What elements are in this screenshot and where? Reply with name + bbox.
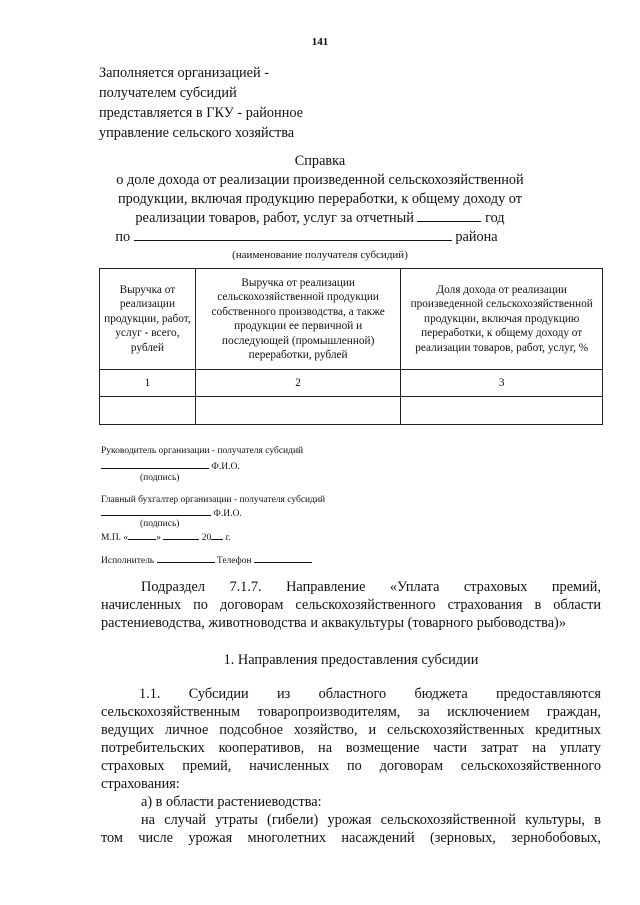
title-line-4-start: по — [115, 229, 131, 245]
year-digits-blank — [211, 530, 223, 540]
head-fio-label: Ф.И.О. — [211, 462, 240, 472]
document-title — [0, 152, 640, 264]
head-signature-title: Руководитель организации - получателя субсидий — [101, 446, 304, 456]
table-empty-cell — [195, 397, 401, 425]
word: предоставляются — [496, 686, 601, 702]
subsection-line-1 — [101, 578, 601, 596]
accountant-signature-title: Главный бухгалтер организации - получателя субсидий — [101, 495, 326, 505]
title-line-4 — [0, 228, 640, 247]
table-number-row — [100, 370, 603, 397]
item-a: а) в области растениеводства: — [141, 794, 322, 810]
item-a-line: на случай утраты (гибели) урожая сельскохозяйственной культуры, в — [141, 812, 601, 828]
signature-caption: (подпись) — [140, 519, 180, 529]
head-signature-line — [101, 459, 240, 473]
page-number: 141 — [311, 36, 329, 48]
phone-label: Телефон — [216, 556, 252, 566]
quote-close: » — [156, 533, 161, 543]
year-suffix: г. — [225, 533, 231, 543]
subsection-line-3: растениеводства, животноводства и аквакультуры (товарного рыбоводства)» — [101, 615, 566, 631]
header-note — [99, 63, 303, 143]
subsection-title — [101, 578, 601, 632]
table-header-row — [100, 269, 603, 370]
header-note-line: управление сельского хозяйства — [99, 125, 295, 141]
year-prefix: 20 — [201, 533, 212, 543]
header-note-line: Заполняется организацией - — [99, 65, 269, 81]
word: 7.1.7. — [229, 579, 262, 595]
recipient-caption: (наименование получателя субсидий) — [232, 249, 408, 261]
body-paragraph — [101, 685, 601, 847]
title-line-3-start: реализации товаров, работ, услуг за отчетный — [135, 210, 414, 226]
report-table — [99, 268, 603, 425]
table-empty-cell — [401, 397, 603, 425]
executor-line — [101, 553, 312, 567]
title-word: Справка — [294, 153, 346, 169]
executor-blank — [157, 553, 215, 563]
title-line-3-end: год — [485, 210, 505, 226]
word: 1.1. — [139, 686, 161, 702]
table-number-cell: 2 — [195, 370, 401, 397]
word: «Уплата — [389, 579, 440, 595]
table-empty-row — [100, 397, 603, 425]
paragraph-line: ведущих личное подсобное хозяйство, и сельскохозяйственных кредитных — [101, 722, 601, 738]
word: из — [276, 686, 291, 702]
year-blank — [417, 209, 481, 222]
paragraph-first-line — [101, 685, 601, 703]
paragraph-line: том числе урожая многолетних насаждений (зерновых, зернобобовых, — [101, 830, 601, 846]
subsection-line-2: начисленных по договорам сельскохозяйственного страхования в области — [101, 597, 601, 613]
section-heading: 1. Направления предоставления субсидии — [223, 652, 479, 668]
word: Субсидии — [188, 686, 249, 702]
recipient-blank — [134, 228, 452, 241]
paragraph-line: потребительских кооперативов, на возмещение части затрат на уплату — [101, 740, 601, 756]
table-empty-cell — [100, 397, 196, 425]
header-note-line: получателем субсидий — [99, 85, 237, 101]
title-line-1: о доле дохода от реализации произведенной сельскохозяйственной — [116, 172, 524, 188]
phone-blank — [254, 553, 312, 563]
paragraph-line: страховых премий, начисленных по договорам сельскохозяйственного — [101, 758, 601, 774]
month-blank — [163, 530, 199, 540]
word: Направление — [286, 579, 366, 595]
header-note-line: представляется в ГКУ - районное — [99, 105, 304, 121]
paragraph-line: сельскохозяйственным товаропроизводителям, за исключением граждан, — [101, 704, 601, 720]
title-line-2: продукции, включая продукцию переработки, к общему доходу от — [117, 191, 522, 207]
title-line-4-end: района — [455, 229, 498, 245]
signature-blank — [101, 506, 211, 516]
signature-blank — [101, 459, 209, 469]
word: Подраздел — [141, 579, 205, 595]
word: бюджета — [414, 686, 468, 702]
paragraph-line: страхования: — [101, 776, 180, 792]
executor-label: Исполнитель — [101, 556, 155, 566]
accountant-fio-label: Ф.И.О. — [213, 509, 242, 519]
word: премий, — [551, 579, 601, 595]
table-header-cell: Доля дохода от реализации произведенной сельскохозяйственной продукции, включая продукцию переработки, к общему доходу от реализации товаров, работ, услуг, % — [401, 269, 603, 370]
table-number-cell: 3 — [401, 370, 603, 397]
stamp-label: М.П. « — [101, 533, 129, 543]
signature-caption: (подпись) — [140, 473, 180, 483]
stamp-date-line — [101, 530, 231, 544]
word: областного — [318, 686, 387, 702]
table-header-cell: Выручка от реализации продукции, работ, услуг - всего, рублей — [100, 269, 196, 370]
table-header-cell: Выручка от реализации сельскохозяйственной продукции собственного производства, а также продукции ее первичной и последующей (промышленной) переработки, рублей — [195, 269, 401, 370]
word: страховых — [463, 579, 528, 595]
title-line-3 — [0, 209, 640, 228]
table-number-cell: 1 — [100, 370, 196, 397]
day-blank — [128, 530, 156, 540]
